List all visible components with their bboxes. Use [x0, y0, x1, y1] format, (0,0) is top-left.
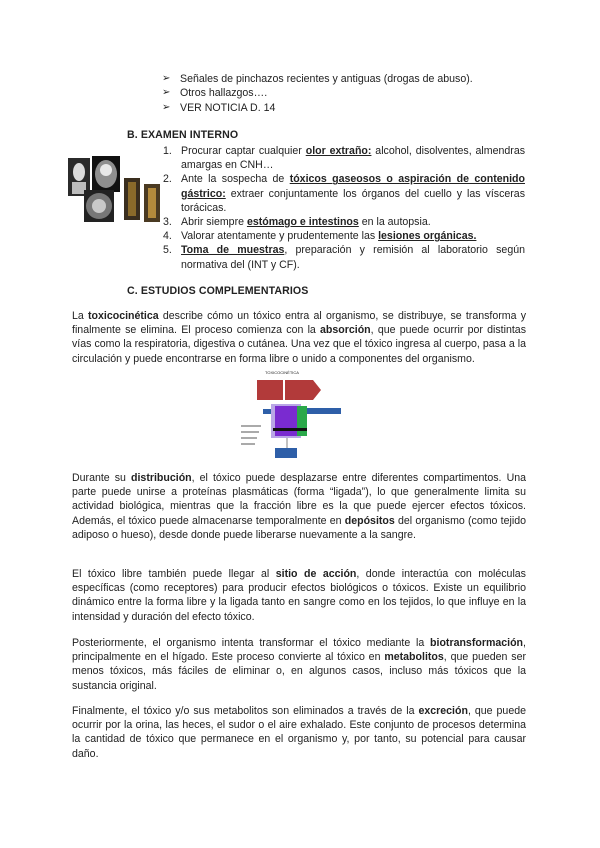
list-item: 3. Abrir siempre estómago e intestinos en la autopsia. — [163, 216, 431, 229]
autopsy-thumbnail-images — [68, 156, 163, 224]
paragraph-site-of-action: El tóxico libre también puede llegar al sitio de acción, donde interactúa con moléculas específicas (como receptores) para producir efectos biológicos o tóxicos. Existe un equilibrio dinámico entre la forma libre y la ligada tanto en sangre como en los tejidos, lo que influye en la intensidad y duración del efecto tóxico. — [72, 568, 526, 623]
list-item: 5. Toma de muestras, preparación y remisión al laboratorio según normativa del (INT y CF). — [163, 244, 525, 271]
list-item: ➢ Otros hallazgos…. — [162, 87, 268, 100]
diagram-box-green — [297, 406, 307, 436]
arrow-bullet-icon: ➢ — [162, 101, 171, 113]
arrow-bullet-icon: ➢ — [162, 87, 171, 99]
section-title-estudios-complementarios: C. ESTUDIOS COMPLEMENTARIOS — [127, 285, 309, 297]
internal-exam-list — [163, 144, 525, 272]
list-item: 4. Valorar atentamente y prudentemente las lesiones orgánicas. — [163, 230, 477, 243]
paragraph-excretion: Finalmente, el tóxico y/o sus metabolitos son eliminados a través de la excreción, que puede ocurrir por la orina, las heces, el sudor o el aire exhalado. Este conjunto de procesos determina la cantidad de tóxico que permanece en el organismo y, por tanto, su potencial para causar daño. — [72, 705, 526, 760]
paragraph-biotransformation: Posteriormente, el organismo intenta transformar el tóxico mediante la biotransformación, principalmente en el hígado. Este proceso convierte al tóxico en metabolitos, que pueden ser menos tóxicos, más fáciles de eliminar o, en algunos casos, incluso más tóxicos que la sustancia original. — [72, 637, 527, 692]
diagram-arrow-red — [285, 380, 321, 400]
diagram-bar-black — [273, 428, 307, 431]
arrow-bullet-icon: ➢ — [162, 73, 171, 84]
paragraph-distribution: Durante su distribución, el tóxico puede desplazarse entre diferentes compartimentos. Una parte puede unirse a proteínas plasmáticas (forma “ligada”), lo que generalmente limita su actividad biológica, mientras que la fracción libre es la que puede ejercer efectos tóxicos. Además, el tóxico puede almacenarse temporalmente en depósitos del organismo (como tejido adiposo o hueso), desde donde puede liberarse nuevamente a la sangre. — [72, 472, 527, 541]
diagram-box-red — [257, 380, 283, 400]
list-item: ➢ VER NOTICIA D. 14 — [162, 101, 276, 114]
list-item: ➢ Señales de pinchazos recientes y antiguas (drogas de abuso). — [162, 73, 473, 85]
diagram-box-blue-bottom — [275, 448, 297, 458]
paragraph-toxicokinetics: La toxicocinética describe cómo un tóxico entra al organismo, se distribuye, se transforma y finalmente se elimina. El proceso comienza con la absorción, que puede ocurrir por distintas vías como la respiratoria, digestiva o cutánea. Una vez que el tóxico ingresa al cuerpo, pasa a la circulación y puede encontrarse en forma libre o unido a componentes del organismo. — [72, 310, 526, 365]
list-item: 1. Procurar captar cualquier olor extraño: alcohol, disolventes, almendras amargas en CNH… — [163, 145, 526, 172]
section-title-examen-interno: B. EXAMEN INTERNO — [127, 129, 239, 141]
bullet-list — [162, 72, 542, 115]
diagram-box-blue-right — [307, 408, 341, 414]
diagram-box-purple — [275, 406, 299, 436]
diagram-title: TOXICOCINÉTICA — [265, 370, 299, 375]
list-item: 2. Ante la sospecha de tóxicos gaseosos o aspiración de contenido gástrico: extraer conjuntamente los órganos del cuello y las vísceras torácicas. — [163, 173, 525, 214]
toxicokinetics-diagram — [237, 368, 347, 460]
